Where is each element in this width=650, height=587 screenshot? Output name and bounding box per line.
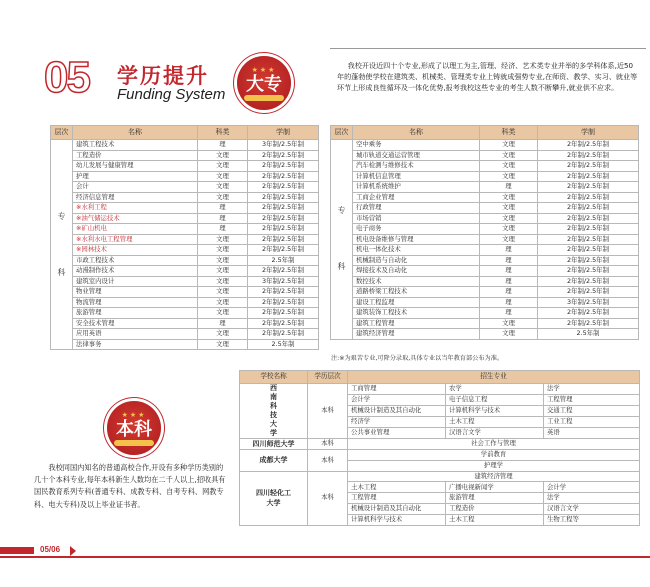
col-type: 科类 bbox=[480, 126, 538, 140]
stars-icon: ★★★ bbox=[251, 66, 277, 74]
major-duration: 2年制/2.5年制 bbox=[248, 150, 319, 161]
major-cell: 工业工程 bbox=[544, 417, 640, 428]
school-name bbox=[240, 471, 308, 525]
table-row bbox=[240, 450, 640, 461]
table-row bbox=[51, 287, 319, 298]
major-duration: 2年制/2.5年制 bbox=[538, 234, 639, 245]
major-cell: 法学 bbox=[544, 384, 640, 395]
major-type: 理 bbox=[198, 203, 248, 214]
zhuanke-table-left bbox=[50, 125, 319, 350]
major-type: 文理 bbox=[198, 192, 248, 203]
school-name bbox=[240, 384, 308, 439]
level-cell: 专 科 bbox=[51, 140, 73, 350]
major-cell: 生物工程等 bbox=[544, 514, 640, 525]
major-cell: 电子信息工程 bbox=[446, 395, 544, 406]
section-number: 05 bbox=[44, 53, 89, 102]
major-name: 机械制造与自动化 bbox=[353, 255, 480, 266]
major-cell: 法学 bbox=[544, 493, 640, 504]
school-level: 本科 bbox=[308, 384, 348, 439]
table-row bbox=[51, 339, 319, 350]
table-row bbox=[51, 318, 319, 329]
table-row bbox=[240, 471, 640, 482]
level-cell: 专 科 bbox=[331, 140, 353, 340]
major-duration: 2年制/2.5年制 bbox=[248, 203, 319, 214]
table-row bbox=[331, 234, 639, 245]
major-duration: 2年制/2.5年制 bbox=[248, 182, 319, 193]
major-name: 建筑装饰工程技术 bbox=[353, 308, 480, 319]
table-row bbox=[331, 266, 639, 277]
major-duration: 2年制/2.5年制 bbox=[248, 213, 319, 224]
table-row bbox=[331, 213, 639, 224]
major-type: 理 bbox=[198, 318, 248, 329]
page-arrow-icon bbox=[70, 546, 76, 556]
major-name: 市场营销 bbox=[353, 213, 480, 224]
major-duration: 2年制/2.5年制 bbox=[248, 161, 319, 172]
major-duration: 3年制/2.5年制 bbox=[538, 297, 639, 308]
major-name: ※园林技术 bbox=[73, 245, 198, 256]
table-row bbox=[331, 224, 639, 235]
major-name: ※矿山机电 bbox=[73, 224, 198, 235]
major-type: 文理 bbox=[198, 297, 248, 308]
table-row bbox=[331, 308, 639, 319]
major-cell: 土木工程 bbox=[348, 482, 446, 493]
major-type: 理 bbox=[198, 224, 248, 235]
major-duration: 2年制/2.5年制 bbox=[538, 318, 639, 329]
divider bbox=[330, 48, 646, 49]
table-row bbox=[331, 318, 639, 329]
major-name: ※水利水电工程管理 bbox=[73, 234, 198, 245]
table-row bbox=[51, 213, 319, 224]
major-type: 文理 bbox=[480, 161, 538, 172]
footer-line bbox=[0, 556, 650, 558]
table-row bbox=[51, 203, 319, 214]
major-duration: 2年制/2.5年制 bbox=[248, 287, 319, 298]
footnote: 注:※为艰苦专业,可降分录取,具体专业以当年教育部公布为准。 bbox=[331, 355, 504, 362]
major-duration: 2.5年制 bbox=[248, 339, 319, 350]
major-type: 文理 bbox=[480, 213, 538, 224]
table-row bbox=[51, 150, 319, 161]
major-duration: 2年制/2.5年制 bbox=[248, 224, 319, 235]
major-duration: 2年制/2.5年制 bbox=[538, 192, 639, 203]
university-table bbox=[239, 370, 640, 526]
major-cell: 汉语言文学 bbox=[446, 428, 544, 439]
major-type: 文理 bbox=[198, 287, 248, 298]
major-duration: 2年制/2.5年制 bbox=[248, 266, 319, 277]
table-row bbox=[51, 192, 319, 203]
table-row bbox=[240, 439, 640, 450]
major-cell: 学前教育 bbox=[348, 450, 640, 461]
table-row bbox=[51, 161, 319, 172]
page-number: 05/06 bbox=[40, 545, 61, 554]
major-name: ※油气储运技术 bbox=[73, 213, 198, 224]
major-type: 理 bbox=[198, 213, 248, 224]
stars-icon: ★★★ bbox=[121, 411, 147, 419]
major-type: 文理 bbox=[198, 276, 248, 287]
col-majors: 招生专业 bbox=[348, 371, 640, 384]
major-name: 法律事务 bbox=[73, 339, 198, 350]
table-row bbox=[331, 182, 639, 193]
ribbon-icon bbox=[114, 440, 154, 446]
school-name: 四川师范大学 bbox=[240, 439, 308, 450]
major-type: 文理 bbox=[480, 224, 538, 235]
table-row bbox=[51, 182, 319, 193]
major-name: 道路桥梁工程技术 bbox=[353, 287, 480, 298]
major-duration: 2年制/2.5年制 bbox=[248, 318, 319, 329]
table-row bbox=[331, 192, 639, 203]
school-name: 成都大学 bbox=[240, 450, 308, 472]
major-cell: 护理学 bbox=[348, 460, 640, 471]
table-row bbox=[51, 171, 319, 182]
major-name: 旅游管理 bbox=[73, 308, 198, 319]
major-cell: 农学 bbox=[446, 384, 544, 395]
major-cell: 工程管理 bbox=[348, 493, 446, 504]
major-type: 文理 bbox=[198, 245, 248, 256]
major-name: 建筑工程技术 bbox=[73, 140, 198, 151]
col-level: 层次 bbox=[51, 126, 73, 140]
major-duration: 2.5年制 bbox=[538, 329, 639, 340]
table-row bbox=[331, 150, 639, 161]
badge-label: 大专 bbox=[246, 74, 282, 95]
dazhuan-badge bbox=[237, 56, 291, 110]
major-type: 文理 bbox=[480, 234, 538, 245]
major-type: 理 bbox=[480, 266, 538, 277]
table-row bbox=[51, 308, 319, 319]
major-cell: 英语 bbox=[544, 428, 640, 439]
major-name: 焊接技术及自动化 bbox=[353, 266, 480, 277]
major-name: 空中乘务 bbox=[353, 140, 480, 151]
table-row bbox=[331, 329, 639, 340]
table-row bbox=[51, 140, 319, 151]
major-duration: 2年制/2.5年制 bbox=[538, 203, 639, 214]
table-row bbox=[51, 266, 319, 277]
major-name: 机电一体化技术 bbox=[353, 245, 480, 256]
major-cell: 经济学 bbox=[348, 417, 446, 428]
table-row bbox=[51, 329, 319, 340]
school-name-text: 四川轻化工大学 bbox=[256, 489, 291, 508]
major-type: 理 bbox=[480, 287, 538, 298]
major-cell: 工程管理 bbox=[544, 395, 640, 406]
table-row bbox=[51, 297, 319, 308]
major-name: ※水利工程 bbox=[73, 203, 198, 214]
major-type: 理 bbox=[480, 182, 538, 193]
school-name-text: 西南科技大学 bbox=[270, 384, 277, 437]
table-row bbox=[331, 140, 639, 151]
col-level: 学历层次 bbox=[308, 371, 348, 384]
table-row bbox=[51, 224, 319, 235]
major-type: 文理 bbox=[198, 266, 248, 277]
major-duration: 2年制/2.5年制 bbox=[538, 150, 639, 161]
table-row bbox=[51, 276, 319, 287]
major-name: 会计 bbox=[73, 182, 198, 193]
page-title: 学历提升 bbox=[117, 64, 209, 88]
table-row bbox=[331, 276, 639, 287]
major-duration: 2年制/2.5年制 bbox=[538, 140, 639, 151]
major-type: 文理 bbox=[198, 171, 248, 182]
table-row bbox=[331, 255, 639, 266]
major-type: 理 bbox=[480, 255, 538, 266]
major-type: 理 bbox=[480, 245, 538, 256]
col-name: 名称 bbox=[73, 126, 198, 140]
major-name: 建筑室内设计 bbox=[73, 276, 198, 287]
major-duration: 2年制/2.5年制 bbox=[538, 224, 639, 235]
table-row bbox=[240, 384, 640, 395]
major-duration: 3年制/2.5年制 bbox=[248, 140, 319, 151]
major-name: 城市轨道交通运营管理 bbox=[353, 150, 480, 161]
major-duration: 2年制/2.5年制 bbox=[538, 213, 639, 224]
footer-accent-bar bbox=[0, 547, 34, 554]
major-duration: 2年制/2.5年制 bbox=[248, 308, 319, 319]
table-header-row bbox=[240, 371, 640, 384]
major-type: 理 bbox=[480, 276, 538, 287]
major-type: 文理 bbox=[198, 255, 248, 266]
major-duration: 2年制/2.5年制 bbox=[538, 266, 639, 277]
major-name: 汽车检测与维修技术 bbox=[353, 161, 480, 172]
major-cell: 会计学 bbox=[348, 395, 446, 406]
table-row bbox=[51, 255, 319, 266]
major-duration: 2年制/2.5年制 bbox=[538, 255, 639, 266]
major-name: 电子商务 bbox=[353, 224, 480, 235]
col-level: 层次 bbox=[331, 126, 353, 140]
major-type: 文理 bbox=[480, 318, 538, 329]
col-duration: 学制 bbox=[538, 126, 639, 140]
major-cell: 工程造价 bbox=[446, 503, 544, 514]
major-type: 文理 bbox=[198, 150, 248, 161]
major-type: 文理 bbox=[198, 329, 248, 340]
major-cell: 公共事业管理 bbox=[348, 428, 446, 439]
table-row bbox=[331, 161, 639, 172]
major-type: 理 bbox=[480, 308, 538, 319]
major-name: 物业管理 bbox=[73, 287, 198, 298]
table-row bbox=[331, 171, 639, 182]
major-cell: 汉语言文学 bbox=[544, 503, 640, 514]
table-row bbox=[51, 245, 319, 256]
major-type: 理 bbox=[198, 140, 248, 151]
major-cell: 计算机科学与技术 bbox=[348, 514, 446, 525]
major-duration: 2年制/2.5年制 bbox=[248, 245, 319, 256]
major-type: 文理 bbox=[480, 171, 538, 182]
major-duration: 2年制/2.5年制 bbox=[248, 329, 319, 340]
major-name: 建筑经济管理 bbox=[353, 329, 480, 340]
major-cell: 交通工程 bbox=[544, 406, 640, 417]
benke-badge bbox=[107, 401, 161, 455]
major-duration: 2年制/2.5年制 bbox=[538, 161, 639, 172]
col-name: 名称 bbox=[353, 126, 480, 140]
school-level: 本科 bbox=[308, 450, 348, 472]
major-type: 文理 bbox=[198, 339, 248, 350]
table-header-row bbox=[331, 126, 639, 140]
ribbon-icon bbox=[244, 95, 284, 101]
major-name: 工商企业管理 bbox=[353, 192, 480, 203]
major-type: 文理 bbox=[198, 161, 248, 172]
major-cell: 机械设计制造及其自动化 bbox=[348, 406, 446, 417]
major-type: 理 bbox=[480, 297, 538, 308]
col-duration: 学制 bbox=[248, 126, 319, 140]
major-duration: 2年制/2.5年制 bbox=[248, 297, 319, 308]
table-row bbox=[331, 297, 639, 308]
zhuanke-table-right bbox=[330, 125, 639, 340]
major-name: 建筑工程管理 bbox=[353, 318, 480, 329]
table-header-row bbox=[51, 126, 319, 140]
major-cell: 土木工程 bbox=[446, 417, 544, 428]
major-name: 计算机信息管理 bbox=[353, 171, 480, 182]
major-cell: 工商管理 bbox=[348, 384, 446, 395]
major-duration: 2年制/2.5年制 bbox=[538, 245, 639, 256]
major-duration: 2年制/2.5年制 bbox=[538, 171, 639, 182]
major-duration: 2年制/2.5年制 bbox=[538, 287, 639, 298]
major-type: 文理 bbox=[480, 329, 538, 340]
major-duration: 2年制/2.5年制 bbox=[248, 192, 319, 203]
table-row bbox=[331, 203, 639, 214]
major-duration: 2年制/2.5年制 bbox=[538, 308, 639, 319]
table-row bbox=[51, 234, 319, 245]
major-cell: 社会工作与管理 bbox=[348, 439, 640, 450]
major-cell: 土木工程 bbox=[446, 514, 544, 525]
col-type: 科类 bbox=[198, 126, 248, 140]
major-type: 文理 bbox=[198, 182, 248, 193]
major-name: 行政管理 bbox=[353, 203, 480, 214]
major-type: 文理 bbox=[480, 203, 538, 214]
major-cell: 计算机科学与技术 bbox=[446, 406, 544, 417]
major-name: 应用英语 bbox=[73, 329, 198, 340]
major-type: 文理 bbox=[198, 234, 248, 245]
major-name: 市政工程技术 bbox=[73, 255, 198, 266]
major-name: 动漫制作技术 bbox=[73, 266, 198, 277]
intro-paragraph: 我校开设近四十个专业,形成了以理工为主,管理、经济、艺术类专业并举的多学科体系,近50年的蓬勃使学校在建筑类、机械类、管理类专业上铸就成强势专业,在师资、教学、实习、就业等环节上形成良性循环及一体化优势,报考我校这些专业的考生人数不断攀升,就业供不应求。 bbox=[337, 61, 638, 93]
major-duration: 2年制/2.5年制 bbox=[248, 171, 319, 182]
table-row bbox=[331, 287, 639, 298]
major-name: 计算机系统维护 bbox=[353, 182, 480, 193]
page-subtitle: Funding System bbox=[117, 86, 226, 103]
major-cell: 建筑经济管理 bbox=[348, 471, 640, 482]
major-type: 文理 bbox=[480, 150, 538, 161]
major-name: 数控技术 bbox=[353, 276, 480, 287]
major-name: 安全技术管理 bbox=[73, 318, 198, 329]
major-name: 机电设备维修与管理 bbox=[353, 234, 480, 245]
major-name: 经济信息管理 bbox=[73, 192, 198, 203]
major-type: 文理 bbox=[198, 308, 248, 319]
major-name: 物流管理 bbox=[73, 297, 198, 308]
major-name: 幼儿发展与健康管理 bbox=[73, 161, 198, 172]
major-duration: 3年制/2.5年制 bbox=[248, 276, 319, 287]
benke-intro-paragraph: 我校同国内知名的普通高校合作,开设有多种学历类别的几十个本科专业,每年本科新生人数均在二千人以上,招收具有国民教育系列专科(普通专科、成教专科、自考专科、网教专科、电大专科)及以上毕业证书者。 bbox=[34, 463, 226, 509]
major-duration: 2年制/2.5年制 bbox=[538, 182, 639, 193]
badge-label: 本科 bbox=[116, 419, 152, 440]
major-duration: 2年制/2.5年制 bbox=[538, 276, 639, 287]
major-cell: 会计学 bbox=[544, 482, 640, 493]
school-level: 本科 bbox=[308, 439, 348, 450]
major-name: 建设工程监理 bbox=[353, 297, 480, 308]
major-type: 文理 bbox=[480, 140, 538, 151]
major-cell: 机械设计制造及其自动化 bbox=[348, 503, 446, 514]
table-row bbox=[331, 245, 639, 256]
major-cell: 广播电视新闻学 bbox=[446, 482, 544, 493]
major-duration: 2.5年制 bbox=[248, 255, 319, 266]
major-name: 护理 bbox=[73, 171, 198, 182]
major-name: 工程造价 bbox=[73, 150, 198, 161]
major-duration: 2年制/2.5年制 bbox=[248, 234, 319, 245]
major-type: 文理 bbox=[480, 192, 538, 203]
major-cell: 旅游管理 bbox=[446, 493, 544, 504]
school-level: 本科 bbox=[308, 471, 348, 525]
col-school: 学校名称 bbox=[240, 371, 308, 384]
